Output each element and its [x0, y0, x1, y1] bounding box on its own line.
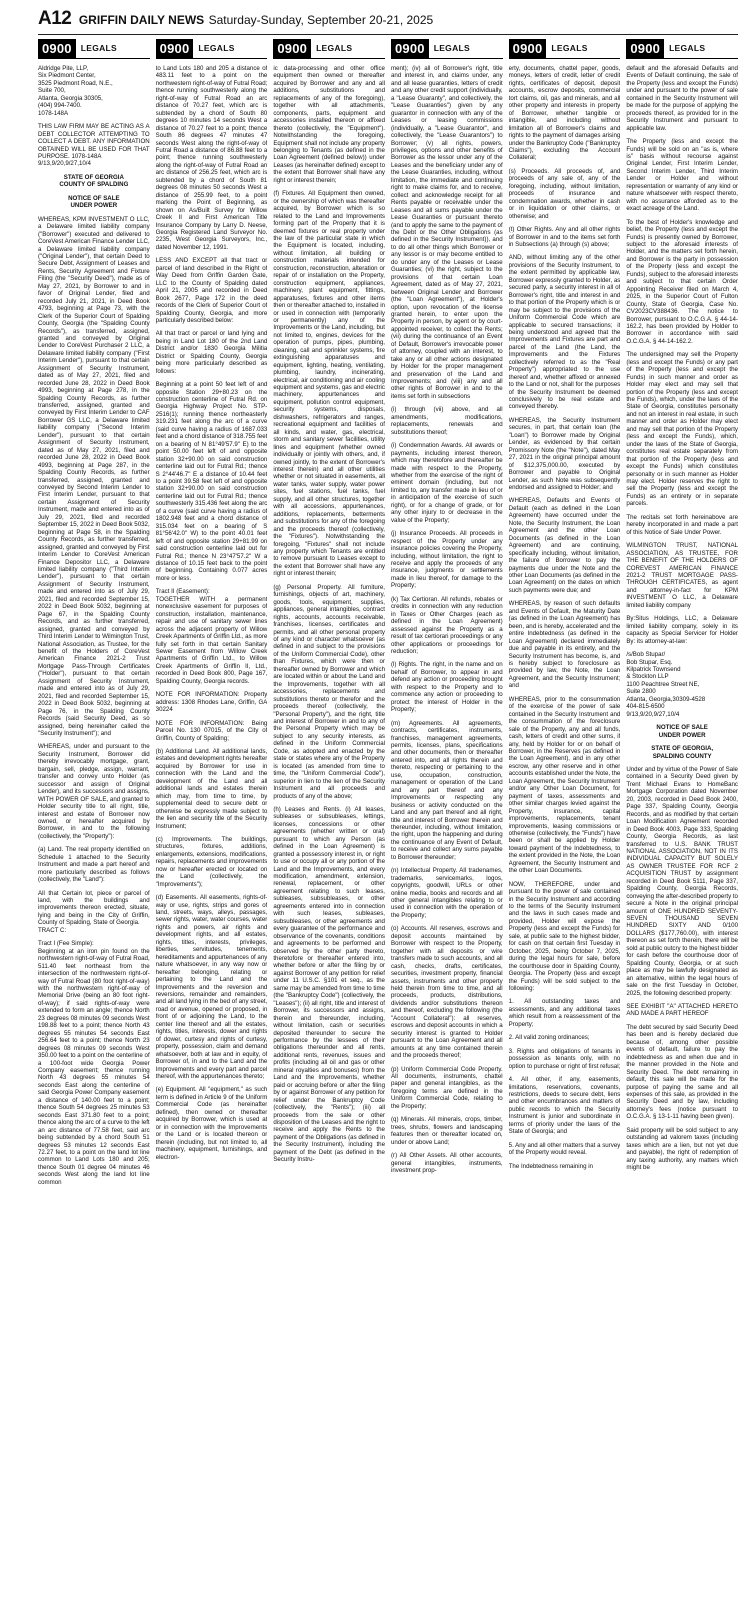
- notice-paragraph: Tract II (Easement): TOGETHER WITH a permanent nonexclusive easement for purposes of construction, installation, maintenance, repair and use of sanitary sewer lines across the adjacent property of Willow Creek Apartments of Griffin Ltd., as more fully set forth in that certain Sanitary Sewer Easement from Willow Creek Apartments of Griffin Ltd., to Willow Creek Apartments of Griffin II, Ltd., recorded in Deed Book 800, Page 167, Spalding County, Georgia records.: [155, 588, 268, 685]
- column-header: [273, 38, 385, 59]
- notice-paragraph: NOTE FOR INFORMATION: Property address: 1308 Rhodes Lane, Griffin, GA 30224: [155, 691, 268, 714]
- notice-paragraph: (g) Personal Property. All furniture, furnishings, objects of art, machinery, goods, tools, equipment, supplies, appliances, general intangibles, contract rights, accounts, accounts receivable, franchises, licenses, certificates and permits, and all other personal property of any kind or character whatsoever (as defined in and subject to the provisions of the Uniform Commercial Code), other than Fixtures, which were then or thereafter owned by Borrower and which are located within or about the Land and the Improvements, together with all accessories, replacements and substitutions thereto or therefor and the proceeds thereof (collectively, the "Personal Property"), and the right, title and interest of Borrower in and to any of the Personal Property which may be subject to any security interests, as defined in the Uniform Commercial Code, as adopted and enacted by the state or states where any of the Property is located (as amended from time to time, the "Uniform Commercial Code"), superior in lien to the lien of the Security Instrument and all proceeds and products of any of the above;: [273, 583, 385, 800]
- notice-paragraph: Under and by virtue of the Power of Sale contained in a Security Deed given by Trent Michael Evans to HomeBanc Mortgage Corporation dated November 20, 2003, recorded in Deed Book 2400, Page 337, Spalding County, Georgia Records, and as modified by that certain Loan Modification Agreement recorded in Deed Book 4003, Page 333, Spalding County, Georgia Records, as last transferred to U.S. BANK TRUST NATIONAL ASSOCIATION, NOT IN ITS INDIVIDUAL CAPACITY BUT SOLELY AS OWNER TRUSTEE FOR RCF 2 ACQUISITION TRUST by assignment recorded in Deed Book 5111, Page 337, Spalding County, Georgia Records, conveying the after-described property to secure a Note in the original principal amount of ONE HUNDRED SEVENTY-SEVEN THOUSAND SEVEN HUNDRED SIXTY AND 0/100 DOLLARS ($177,760.00), with interest thereon as set forth therein, there will be sold at public outcry to the highest bidder for cash before the courthouse door of Spalding County, Georgia, or at such place as may be lawfully designated as an alternative, within the legal hours of sale on the first Tuesday in October, 2025, the following described property:: [626, 765, 738, 997]
- notice-paragraph: All that tract or parcel or land lying and being in Land Lot 180 of the 2nd Land District and/or 1830 Georgia Militia District or Spalding County, Georgia being more particularly described as follows:: [155, 330, 268, 375]
- notice-heading: STATE OF GEORGIA, SPALDING COUNTY: [651, 745, 714, 760]
- section-code: 0900: [273, 39, 311, 58]
- notice-paragraph: NOTE FOR INFORMATION: Being Parcel No. 130 07015, of the City of Griffin, County of Spalding;: [155, 719, 268, 742]
- notice-paragraph: WHEREAS, KPM INVESTMENT O LLC, a Delaware limited liability company ("Borrower") executed and delivered to CoreVest American Finance Lender LLC, a Delaware limited liability company ("Original Lender"), that certain Deed to Secure Debt, Assignment of Leases and Rents, Security Agreement and Fixture Filing (the "Security Deed"), made as of May 27, 2021, by Borrower to and in favor of Original Lender, filed and recorded July 21, 2021, in Deed Book 4793, beginning at Page 73, with the Clerk of the Superior Court of Spalding County, Georgia (the "Spalding County Records"), as transferred, assigned, granted and conveyed by Original Lender to CoreVest Purchaser 2 LLC, a Delaware limited liability company ("First Interim Lender"), pursuant to that certain Assignment of Security Instrument, dated as of May 27, 2021, filed and recorded June 28, 2022 in Deed Book 4993, beginning at Page 278, in the Spalding County Records, as further transferred, assigned, granted and conveyed by First Interim Lender to CAF Borrower GS LLC, a Delaware limited liability company ("Second Interim Lender"), pursuant to that certain Assignment of Security Instrument, dated as of May 27, 2021, filed and recorded June 28, 2022 in Deed Book 4993, beginning at Page 287, in the Spalding County Records, as further transferred, assigned, granted and conveyed by Second Interim Lender to First Interim Lender, pursuant to that certain Assignment of Security Instrument, made and entered into as of July 29, 2021, filed and recorded September 15, 2022 in Deed Book 5032, beginning at Page 58, in the Spalding County Records, as further transferred, assigned, granted and conveyed by First Interim Lender to CoreVest American Finance Depositor LLC, a Delaware limited liability company ("Third Interim Lender"), pursuant to that certain Assignment of Security Instrument, made and entered into as of July 29, 2021, filed and recorded September 15, 2022 in Deed Book 5032, beginning at Page 67, in the Spalding County Records, and as further transferred, assigned, granted and conveyed by Third Interim Lender to Wilmington Trust, National Association, as Trustee, for the benefit of the Holders of CoreVest American Finance 2021-2 Trust Mortgage Pass-Through Certificates ("Holder"), pursuant to that certain Assignment of Security Instrument, made and entered into as of July 29, 2021, filed and recorded September 15, 2022 in Deed Book 5032, beginning at Page 76, in the Spalding County Records (said Security Deed, as so assigned, being hereinafter called the "Security Instrument"); and: [38, 215, 150, 737]
- section-code: 0900: [509, 39, 547, 58]
- notice-paragraph: WHEREAS, Defaults and Events of Default (each as defined in the Loan Agreement) have occurred under the Note, the Security Instrument, the Loan Agreement and the other Loan Documents (as defined in the Loan Agreement) and are continuing, specifically including, without limitation, the failure of Borrower to pay the payments due under the Note and the other Loan Documents (as defined in the Loan Agreement) on the dates on which such payments were due; and: [508, 497, 621, 594]
- notice-paragraph: THIS LAW FIRM MAY BE ACTING AS A DEBT COLLECTOR ATTEMPTING TO COLLECT A DEBT. ANY INFORMATION OBTAINED WILL BE USED FOR THAT PURPOSE. 1078-148A 9/13,9/20,9/27,10/4: [38, 123, 150, 168]
- notice-paragraph: The debt secured by said Security Deed has been and is hereby declared due because of, among other possible events of default, failure to pay the indebtedness as and when due and in the manner provided in the Note and Security Deed. The debt remaining in default, this sale will be made for the purpose of paying the same and all expenses of this sale, as provided in the Security Deed and by law, including attorney's fees (notice pursuant to O.C.G.A. § 13-1-11 having been given).: [626, 1023, 738, 1121]
- notice-paragraph: AND, without limiting any of the other provisions of the Security Instrument, to the extent permitted by applicable law, Borrower expressly granted to Holder, as secured party, a security interest in all of Borrower's right, title and interest in and to that portion of the Property which is or may be subject to the provisions of the Uniform Commercial Code which are applicable to secured transactions; it being understood and agreed that the Improvements and Fixtures are part and parcel of the Land (the Land, the Improvements and the Fixtures collectively referred to as the "Real Property") appropriated to the use thereof and, whether affixed or annexed to the Land or not, shall for the purposes of the Security Instrument be deemed conclusively to be real estate and conveyed thereby.: [508, 254, 621, 411]
- section-label: LEGALS: [669, 43, 706, 53]
- column-text: [626, 65, 738, 1172]
- legals-columns: [38, 38, 738, 1590]
- notice-paragraph: To the best of Holder's knowledge and belief, the Property (less and except the Funds) is presently owned by Borrower, subject to the aforesaid interests of Holder, and the matters set forth herein, and Borrower is the party in possession of the Property (less and except the Funds), subject to the aforesaid interests and subject to that certain Order Appointing Receiver filed on March 4, 2025, in the Superior Court of Fulton County, State of Georgia, Case No. CV2023CV388436. The notice to Borrower, pursuant to O.C.G.A. § 44-14-162.2, has been provided by Holder to Borrower in accordance with said O.C.G.A. § 44-14-162.2.: [626, 218, 738, 345]
- notice-paragraph: WHEREAS, under and pursuant to the Security Instrument, Borrower did thereby irrevocably mortgage, grant, bargain, sell, pledge, assign, warrant, transfer and convey unto Holder (as successor and assign of Original Lender), and its successors and assigns, WITH POWER OF SALE, and granted to Holder security title to all right, title, interest and estate of Borrower now owned, or hereafter acquired by Borrower, in and to the following (collectively, the "Property"):: [38, 743, 150, 840]
- notice-paragraph: WHEREAS, prior to the consummation of the exercise of the power of sale contained in the Security Instrument and the consummation of the foreclosure sale of the Property, any and all funds, cash, letters of credit and other sums, if any, held by Holder for or on behalf of Borrower, in the Reserves (as defined in the Loan Agreement), and in any other escrow, any other reserve and in other accounts established under the Note, the Loan Agreement, the Security Instrument and/or any Other Loan Document, for payment of taxes, assessments and other similar charges levied against the Property, insurance, capital improvements, replacements, tenant improvements, leasing commissions or otherwise (collectively, the "Funds") have been or shall be applied by Holder toward payment of the Indebtedness, to the extent provided in the Note, the Loan Agreement, the Security Instrument and the other Loan Documents.: [508, 695, 621, 875]
- paper-name: GRIFFIN DAILY NEWS: [78, 13, 205, 27]
- notice-paragraph: 1. All outstanding taxes and assessments, and any additional taxes which result from a reassessment of the Property;: [508, 998, 621, 1028]
- notice-paragraph: erty, documents, chattel paper, goods, moneys, letters of credit, letter of credit rights, certificates of deposit, deposit accounts, escrow deposits, commercial tort claims, oil, gas and minerals, and all other property and interests in property of Borrower, whether tangible or intangible, and including without limitation all of Borrower's claims and rights to the payment of damages arising under the Bankruptcy Code ("Bankruptcy Claims"), excluding the Account Collateral;: [508, 65, 621, 162]
- column-header: [38, 38, 150, 59]
- notice-paragraph: (h) Leases and Rents. (i) All leases, subleases or subsubleases, lettings, licenses, concessions or other agreements (whether written or oral) pursuant to which any Person (as defined in the Loan Agreement) is granted a possessory interest in, or right to use or occupy all or any portion of the Land and the Improvements, and every modification, amendment, extension, renewal, replacement, or other agreement relating to such leases, subleases, subsubleases, or other agreements entered into in connection with such leases, subleases, subsubleases, or other agreements and every guarantee of the performance and observance of the covenants, conditions and agreements to be performed and observed by the other party thereto, theretofore or thereafter entered into, whether before or after the filing by or against Borrower of any petition for relief under 11 U.S.C. §101 et seq., as the same may be amended from time to time (the "Bankruptcy Code") (collectively, the "Leases"); (ii) all right, title and interest of Borrower, its successors and assigns, therein and thereunder, including, without limitation, cash or securities deposited thereunder to secure the performance by the lessees of their obligations thereunder and all rents, additional rents, revenues, issues and profits (including all oil and gas or other mineral royalties and bonuses) from the Land and the Improvements, whether paid or accruing before or after the filing by or against Borrower of any petition for relief under the Bankruptcy Code (collectively, the "Rents"); (iii) all proceeds from the sale or other disposition of the Leases and the right to receive and apply the Rents to the payment of the Obligations (as defined in the Security Instrument), including the payment of the Debt (as defined in the Security Instru-: [273, 805, 385, 1164]
- notice-paragraph: (i) Condemnation Awards. All awards or payments, including interest thereon, which may theretofore and thereafter be made with respect to the Property, whether from the exercise of the right of eminent domain (including, but not limited to, any transfer made in lieu of or in anticipation of the exercise of such right), or for a change of grade, or for any other injury to or decrease in the value of the Property;: [390, 442, 503, 524]
- notice-paragraph: The undersigned may sell the Property (less and except the Funds) or any part of the Property (less and except the Funds) in such manner and order as Holder may elect and may sell that portion of the Property (less and except the Funds), which, under the laws of the State of Georgia, constitutes personalty and not an interest in real estate, in such manner and order as Holder may elect and may sell that portion of the Property (less and except the Funds), which, under the laws of the State of Georgia, constitutes real estate separately from that portion of the Property (less and except the Funds) which constitutes personalty or in such manner as Holder may elect. Holder reserves the right to sell the Property (less and except the Funds) as an entirety or in separate parcels.: [626, 351, 738, 508]
- column-text: [273, 65, 385, 1164]
- column: [509, 38, 621, 1590]
- notice-paragraph: (b) Additional Land. All additional lands, estates and development rights hereafter acquired by Borrower for use in connection with the Land and the development of the Land and all additional lands and estates therein which may, from time to time, by supplemental deed to secure debt or otherwise be expressly made subject to the lien and security title of the Security Instrument;: [155, 747, 268, 830]
- notice-paragraph: (i) through (vii) above, and all amendments, modifications, replacements, renewals and substitutions thereof;: [390, 406, 503, 436]
- section-label: LEGALS: [316, 43, 353, 53]
- notice-paragraph: 3. Rights and obligations of tenants in possession as tenants only, with no option to purchase or right of first refusal;: [508, 1047, 621, 1070]
- notice-paragraph: (p) Uniform Commercial Code Property. All documents, instruments, chattel paper and general intangibles, as the foregoing terms are defined in the Uniform Commercial Code, relating to the Property;: [390, 1065, 503, 1110]
- notice-paragraph: The Property (less and except the Funds) will be sold on an "as is, where is" basis without recourse against Original Lender, First Interim Lender, Second Interim Lender, Third Interim Lender or Holder and without representation or warranty of any kind or nature whatsoever with respect thereto, with no assurance afforded as to the exact acreage of the Land.: [626, 138, 738, 213]
- notice-paragraph: to Land Lots 180 and 205 a distance of 483.11 feet to a point on the northwestern right-of-way of Futral Road; thence running southwesterly along the right-of-way of Futral Road an arc distance of 70.27 feet, which arc is subtended by a chord of South 80 degrees 10 minutes 14 seconds West a distance of 70.27 feet to a point; thence South 86 degrees 47 minutes 47 seconds West along the right-of-way of Futral Road a distance of 86.88 feet to a point; thence running southwesterly along the right-of-way of Futral Road an arc distance of 256.25 feet, which arc is subtended by a chord of South 81 degrees 08 minutes 50 seconds West a distance of 255.99 feet, to a point marking the Point of Beginning, as shown on As/Built Survey for Willow Creek II and First American Title Insurance Company by Larry D. Neese, Georgia Registered Land Surveyor No. 2235, West Georgia Surveyors, Inc., dated November 12, 1991.: [155, 65, 268, 251]
- column-text: [38, 65, 150, 1186]
- notice-paragraph: (s) Proceeds. All proceeds of, and proceeds of any sale of, any of the foregoing, including, without limitation, proceeds of insurance and condemnation awards, whether in cash or in liquidation or other claims, or otherwise; and: [508, 167, 621, 220]
- notice-paragraph: 2. All valid zoning ordinances;: [508, 1034, 590, 1042]
- notice-paragraph: WILMINGTON TRUST, NATIONAL ASSOCIATION, AS TRUSTEE, FOR THE BENEFIT OF THE HOLDERS OF COREVEST AMERICAN FINANCE 2021-2 TRUST MORTGAGE PASS-THROUGH CERTIFICATES, as agent and attorney-in-fact for KPM INVESTMENT O LLC, a Delaware limited liability company: [626, 542, 738, 609]
- notice-paragraph: (t) Other Rights. Any and all other rights of Borrower in and to the items set forth in Subsections (a) through (s) above;: [508, 226, 621, 248]
- notice-paragraph: By:Situs Holdings, LLC, a Delaware limited liability company, solely in its capacity as Special Servicer for Holder By: its attorney-at-law:: [626, 615, 738, 645]
- notice-paragraph: ic data-processing and other office equipment then owned or thereafter acquired by Borrower and any and all additions, substitutions and replacements of any of the foregoing), together with all attachments, components, parts, equipment and accessories installed thereon or affixed thereto (collectively, the "Equipment"). Notwithstanding the foregoing, Equipment shall not include any property belonging to Tenants (as defined in the Loan Agreement (defined below)) under Leases (as hereinafter defined) except to the extent that Borrower shall have any right or interest therein;: [273, 65, 385, 184]
- notice-paragraph: (m) Agreements. All agreements, contracts, certificates, instruments, franchises, management agreements, permits, licenses, plans, specifications and other documents, then or thereafter entered into, and all rights therein and thereto, respecting or pertaining to the use, occupation, construction, management or operation of the Land and any part thereof and any Improvements or respecting any business or activity conducted on the Land and any part thereof and all right, title and interest of Borrower therein and thereunder, including, without limitation, the right, upon the happening and during the continuance of any Event of Default, to receive and collect any sums payable to Borrower thereunder;: [390, 719, 503, 861]
- page-number: A12: [38, 8, 72, 29]
- notice-paragraph: (j) Insurance Proceeds. All proceeds in respect of the Property under any insurance policies covering the Property, including, without limitation, the right to receive and apply the proceeds of any insurance, judgments or settlements made in lieu thereof, for damage to the Property;: [390, 530, 503, 590]
- column-text: [156, 65, 268, 1161]
- notice-paragraph: (r) All Other Assets. All other accounts, general intangibles, instruments, investment prop-: [390, 1152, 503, 1174]
- notice-paragraph: WHEREAS, by reason of such defaults and Events of Default, the Maturity Date (as defined in the Loan Agreement) has been, and is hereby, accelerated and the entire Indebtedness (as defined in the Loan Agreement) declared immediately due and payable in its entirety, and the Security Instrument has become, is, and is hereby subject to foreclosure as provided by law, the Note, the Loan Agreement, and the Security Instrument; and: [508, 600, 621, 690]
- section-label: LEGALS: [198, 43, 235, 53]
- notice-paragraph: The recitals set forth hereinabove are hereby incorporated in and made a part of this Notice of Sale Under Power.: [626, 513, 738, 536]
- section-code: 0900: [156, 39, 194, 58]
- section-label: LEGALS: [433, 43, 470, 53]
- column: [273, 38, 385, 1590]
- column-header: [391, 38, 503, 59]
- notice-paragraph: Aldridge Pite, LLP, Six Piedmont Center, 3525 Piedmont Road, N.E., Suite 700, Atlanta, Georgia 30305, (404) 994-7400. 1078-148A: [38, 65, 113, 117]
- notice-paragraph: 4. All other, if any, easements, limitations, reservations, covenants, restrictions, deeds to secure debt, liens and other encumbrances and matters of public records to which the Security Instrument is junior and subordinate in terms of priority under the laws of the State of Georgia; and: [508, 1076, 621, 1136]
- column: [391, 38, 503, 1590]
- issue-date: Saturday-Sunday, September 20-21, 2025: [208, 13, 434, 27]
- notice-paragraph: LESS AND EXCEPT all that tract or parcel of land described in the Right of Way Deed from Griffin Garden Gate, LLC to the County of Spalding dated April 21, 2005 and recorded in Deed Book 2677, Page 172 in the deed records of the Clerk of Superior Court of Spalding County, Georgia, and more particularly described below:: [155, 257, 268, 324]
- notice-paragraph: default and the aforesaid Defaults and Events of Default continuing, the sale of the Property (less and except the Funds) under and pursuant to the power of sale contained in the Security Instrument will be made for the purpose of applying the proceeds thereof, as provided for in the Security Instrument and pursuant to applicable law.: [626, 65, 738, 132]
- section-code: 0900: [626, 39, 664, 58]
- notice-paragraph: Tract I (Fee Simple): Beginning at an iron pin found on the northwestern right-of-way of Futral Road, 511.40 feet northeast from the intersection of the northwestern right-of-way of Futral Road (80 foot right-of-way) with the northwestern right-of-way of Memorial Drive (being an 80 foot right-of-way); if said rights-of-way were extended to form an angle; thence North 23 degrees 08 minutes 09 seconds West 198.88 feet to a point; thence North 43 degrees 55 minutes 54 seconds East 256.64 feet to a point; thence North 23 degrees 08 minutes 09 seconds West 350.00 feet to a point on the centerline of a 100-foot wide Georgia Power Company easement; thence running North 43 degrees 55 minutes 54 seconds East along the centerline of said Georgia Power Company easement a distance of 140.00 feet to a point; thence South 54 degrees 25 minutes 53 seconds East 371.80 feet to a point; thence along the arc of a curve to the left an arc distance of 77.58 feet, said arc being subtended by a chord South 51 degrees 53 minutes 12 seconds East 72.27 feet, to a point on the land lot line common to Land Lots 180 and 205; thence South 01 degree 04 minutes 46 seconds West along the land lot line common: [38, 940, 150, 1186]
- notice-paragraph: (c) Improvements. The buildings, structures, fixtures, additions, enlargements, extensions, modifications, repairs, replacements and improvements now or hereafter erected or located on the Land (collectively, the "Improvements");: [155, 835, 268, 888]
- notice-paragraph: /s/Bob Stupar/ Bob Stupar, Esq. Kilpatrick Townsend & Stockton LLP 1100 Peachtree Street NE, Suite 2800 Atlanta, Georgia,30309-4528 404-815-6500 9/13,9/20,9/27,10/4: [626, 651, 706, 718]
- notice-paragraph: WHEREAS, the Security Instrument secures, in part, that certain loan (the "Loan") to Borrower made by Original Lender, as evidenced by that certain Promissory Note (the "Note"), dated May 27, 2021 in the original principal amount of $12,375,000.00, executed by Borrower and payable to Original Lender, as such Note was subsequently endorsed and assigned to Holder; and: [508, 416, 621, 492]
- column-text: [391, 65, 503, 1174]
- notice-heading: STATE OF GEORGIA COUNTY OF SPALDING: [59, 173, 129, 189]
- notice-heading: NOTICE OF SALE UNDER POWER: [68, 194, 120, 210]
- section-label: LEGALS: [551, 43, 588, 53]
- column: [38, 38, 150, 1590]
- masthead: [38, 8, 738, 35]
- column-text: [509, 65, 621, 1170]
- notice-paragraph: (q) Minerals. All minerals, crops, timber, trees, shrubs, flowers and landscaping features then or thereafter located on, under or above Land;: [390, 1116, 503, 1146]
- section-code: 0900: [38, 39, 76, 58]
- notice-paragraph: Said property will be sold subject to any outstanding ad valorem taxes (including taxes which are a lien, but not yet due and payable), the right of redemption of any taxing authority, any matters which might be: [626, 1126, 738, 1172]
- notice-paragraph: SEE EXHIBIT "A" ATTACHED HERETO AND MADE A PART HEREOF: [626, 1003, 738, 1018]
- notice-heading: NOTICE OF SALE UNDER POWER: [656, 724, 708, 739]
- notice-paragraph: (a) Land. The real property identified on Schedule 1 attached to the Security Instrument and made a part hereof and more particularly described as follows (collectively, the "Land"):: [38, 846, 150, 884]
- column-header: [156, 38, 268, 59]
- notice-paragraph: (o) Accounts. All reserves, escrows and deposit accounts maintained by Borrower with respect to the Property, together with all deposits or wire transfers made to such accounts, and all cash, checks, drafts, certificates, securities, investment property, financial assets, instruments and other property held therein from time to time, and all proceeds, products, distributions, dividends and/or substitutions thereon and thereof, excluding the following (the "Account Collateral"): all reserves, escrows and deposit accounts in which a security interest is granted to Holder pursuant to the Loan Agreement and all amounts at any time contained therein and the proceeds thereof;: [390, 925, 503, 1060]
- notice-paragraph: (n) Intellectual Property. All tradenames, trademarks, servicemarks, logos, copyrights, goodwill, URLs or other online media, books and records and all other general intangibles relating to or used in connection with the operation of the Property;: [390, 867, 503, 919]
- notice-paragraph: (d) Easements. All easements, rights-of-way or use, rights, strips and gores of land, streets, ways, alleys, passages, sewer rights, water, water courses, water rights and powers, air rights and development rights, and all estates, rights, titles, interests, privileges, liberties, servitudes, tenements, hereditaments and appurtenances of any nature whatsoever, in any way now or hereafter belonging, relating or pertaining to the Land and the Improvements and the reversion and reversions, remainder and remainders, and all land lying in the bed of any street, road or avenue, opened or proposed, in front of or adjoining the Land, to the center line thereof and all the estates, rights, titles, interests, dower and rights of dower, curtesy and rights of curtesy, property, possession, claim and demand whatsoever, both at law and in equity, of Borrower of, in and to the Land and the Improvements and every part and parcel thereof, with the appurtenances thereto;: [155, 894, 268, 1080]
- notice-paragraph: 5. Any and all other matters that a survey of the Property would reveal.: [508, 1141, 621, 1157]
- column-header: [626, 38, 738, 59]
- column: [626, 38, 738, 1590]
- notice-paragraph: (f) Fixtures. All Equipment then owned, or the ownership of which was thereafter acquired, by Borrower which is so related to the Land and Improvements forming part of the Property that it is deemed fixtures or real property under the law of the particular state in which the Equipment is located, including, without limitation, all building or construction materials intended for construction, reconstruction, alteration or repair of or installation on the Property, construction equipment, appliances, machinery, plant equipment, fittings, apparatuses, fixtures and other items then or thereafter attached to, installed in or used in connection with (temporarily or permanently) any of the Improvements or the Land, including, but not limited to, engines, devices for the operation of pumps, pipes, plumbing, cleaning, call and sprinkler systems, fire extinguishing apparatuses and equipment, lighting, heating, ventilating, plumbing, laundry, incinerating, electrical, air conditioning and air cooling equipment and systems, gas and electric machinery, appurtenances and equipment, pollution control equipment, security systems, disposals, dishwashers, refrigerators and ranges, recreational equipment and facilities of all kinds, and water, gas, electrical, storm and sanitary sewer facilities, utility lines and equipment (whether owned individually or jointly with others, and, if owned jointly, to the extent of Borrower's interest therein) and all other utilities whether or not situated in easements, all water tanks, water supply, water power sites, fuel stations, fuel tanks, fuel supply, and all other structures, together with all accessions, appurtenances, additions, replacements, betterments and substitutions for any of the foregoing and the proceeds thereof (collectively, the "Fixtures"). Notwithstanding the foregoing, "Fixtures" shall not include any property which Tenants are entitled to remove pursuant to Leases except to the extent that Borrower shall have any right or interest therein;: [273, 190, 385, 578]
- notice-paragraph: Beginning at a point 50 feet left of and opposite Station 29+80.23 on the construction centerline of Futral Rd. on Georgia Highway Project No. STP-2516(1); running thence northeasterly 319.231 feet along the arc of a curve (said curve having a radius of 1687.033 feet and a chord distance of 318.755 feet on a bearing of N 81°49'57.9" E) to the point 50.00 feet left of and opposite station 32+90.00 on said construction centerline laid out for Futral Rd.; thence S 2°44'46.7" E a distance of 10.44 feet to a point 39.58 feet left of and opposite station 32+90.00 on said construction centerline laid out for Futral Rd.; thence southwesterly 315.436 feet along the arc of a curve (said curve having a radius of 1802.948 feet and a chord distance of 315.034 feet on a bearing of S 81°56'42.0" W) to the point 40.01 feet left of and opposite station 29+81.99 on said construction centerline laid out for Futral Rd.; thence N 23°47'57.2" W a distance of 10.15 feet back to the point of beginning. Containing 0.077 acres more or less.: [155, 381, 268, 582]
- section-code: 0900: [391, 39, 429, 58]
- column-header: [509, 38, 621, 59]
- notice-paragraph: All that Certain lot, piece or parcel of land, with the buildings and improvements thereon erected, situate, lying and being in the City of Griffin, County of Spalding, State of Georgia. TRACT C:: [38, 889, 150, 934]
- notice-paragraph: ment); (iv) all of Borrower's right, title and interest in, and claims under, any and all lease guaranties, letters of credit and any other credit support (individually, a "Lease Guaranty", and collectively, the "Lease Guaranties") given by any guarantor in connection with any of the Leases or leasing commissions (individually, a "Lease Guarantor", and collectively, the "Lease Guarantors") to Borrower; (v) all rights, powers, privileges, options and other benefits of Borrower as the lessor under any of the Leases and the beneficiary under any of the Lease Guaranties, including, without limitation, the immediate and continuing right to make claims for, and to receive, collect and acknowledge receipt for all Rents payable or receivable under the Leases and all sums payable under the Lease Guaranties or pursuant thereto (and to apply the same to the payment of the Debt or the Other Obligations (as defined in the Security Instrument)), and to do all other things which Borrower or any lessor is or may become entitled to do under any of the Leases or Lease Guaranties; (vi) the right, subject to the provisions of that certain Loan Agreement, dated as of May 27, 2021, between Original Lender and Borrower (the "Loan Agreement"), at Holder's option, upon revocation of the license granted herein, to enter upon the Property in person, by agent or by court-appointed receiver, to collect the Rents; (vii) during the continuance of an Event of Default, Borrower's irrevocable power of attorney, coupled with an interest, to take any or all other actions designated by Holder for the proper management and preservation of the Land and Improvements; and (viii) any and all other rights of Borrower in and to the items set forth in subsections: [390, 65, 503, 400]
- notice-paragraph: (e) Equipment. All "equipment," as such term is defined in Article 9 of the Uniform Commercial Code (as hereinafter defined), then owned or thereafter acquired by Borrower, which is used at or in connection with the Improvements or the Land or is located thereon or therein (including, but not limited to, all machinery, equipment, furnishings, and electron-: [155, 1086, 268, 1161]
- notice-paragraph: The Indebtedness remaining in: [508, 1162, 593, 1170]
- section-label: LEGALS: [80, 43, 118, 53]
- notice-paragraph: (k) Tax Certioran. All refunds, rebates or credits in connection with any reduction in Taxes or Other Charges (each as defined in the Loan Agreement) assessed against the Property as a result of tax certiorari proceedings or any other applications or proceedings for reduction;: [390, 595, 503, 655]
- notice-paragraph: (l) Rights. The right, in the name and on behalf of Borrower, to appear in and defend any action or proceeding brought with respect to the Property and to commence any action or proceeding to protect the interest of Holder in the Property;: [390, 661, 503, 714]
- column: [156, 38, 268, 1590]
- notice-paragraph: NOW, THEREFORE, under and pursuant to the power of sale contained in the Security Instrument and according to the terms of the Security Instrument and the laws in such cases made and provided, Holder will expose the Property (less and except the Funds) for sale, at public sale to the highest bidder, for cash on that certain first Tuesday in October, 2025, being October 7, 2025, during the legal hours for sale, before the courthouse door in Spalding County, Georgia. The Property (less and except the Funds) will be sold subject to the following:: [508, 880, 621, 993]
